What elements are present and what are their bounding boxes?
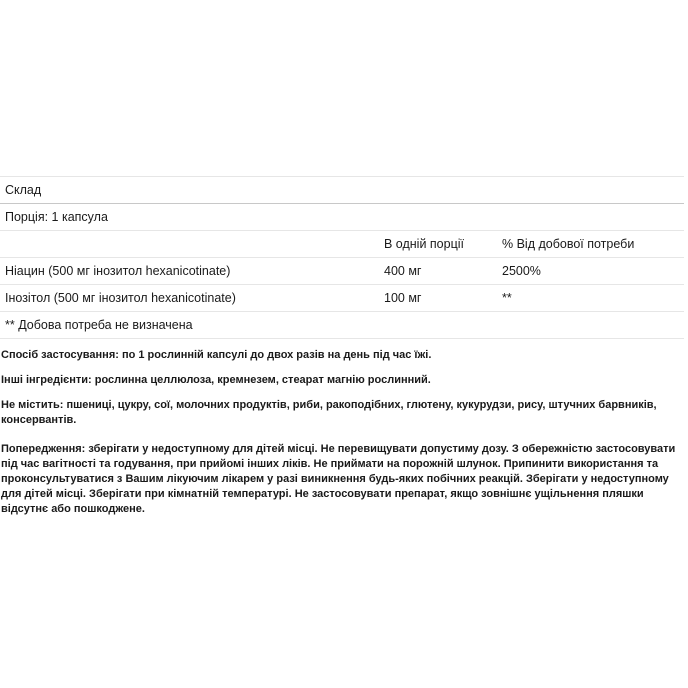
ingredient-amount: 100 мг: [379, 285, 497, 312]
ingredient-amount: 400 мг: [379, 258, 497, 285]
ingredient-daily-value: **: [497, 285, 684, 312]
usage-text: Спосіб застосування: по 1 рослинній капсулі до двох разів на день під час їжі.: [1, 349, 432, 361]
other-ingredients-text: Інші інгредієнти: рослинна целлюлоза, кремнезем, стеарат магнію рослинний.: [1, 374, 431, 386]
free-of-text: Не містить: пшениці, цукру, сої, молочних продуктів, риби, ракоподібних, глютену, кукурудзи, рису, штучних барвників, консервантів.: [1, 399, 657, 426]
ingredient-name: Інозітол (500 мг інозитол hexanicotinate): [0, 285, 379, 312]
table-title: Склад: [0, 177, 684, 204]
header-empty-cell: [0, 231, 379, 258]
footnote-row: [0, 312, 684, 339]
serving-row: [0, 204, 684, 231]
table-footnote: ** Добова потреба не визначена: [0, 312, 684, 339]
ingredient-name: Ніацин (500 мг інозитол hexanicotinate): [0, 258, 379, 285]
header-per-serving: В одній порції: [379, 231, 497, 258]
product-notes: [1, 348, 685, 527]
header-daily-value: % Від добової потреби: [497, 231, 684, 258]
ingredient-daily-value: 2500%: [497, 258, 684, 285]
warning-text: Попередження: зберігати у недоступному для дітей місці. Не перевищувати допустиму дозу. З обережністю застосовувати під час вагітності та годування, при прийомі інших ліків. Не приймати на порожній шлунок. Припинити використання та проконсультуватися з Вашим лікуючим лікарем у разі виникнення будь-яких побічних реакцій. Зберігати у недоступному для дітей місці. Зберігати при кімнатній температурі. Не застосовувати препарат, якщо зовнішнє ущільнення пляшки відсутнє або пошкоджене.: [1, 443, 676, 515]
table-row: [0, 258, 684, 285]
table-title-row: [0, 177, 684, 204]
supplement-facts-table: [0, 176, 684, 339]
table-header-row: [0, 231, 684, 258]
table-row: [0, 285, 684, 312]
serving-size: Порція: 1 капсула: [0, 204, 684, 231]
